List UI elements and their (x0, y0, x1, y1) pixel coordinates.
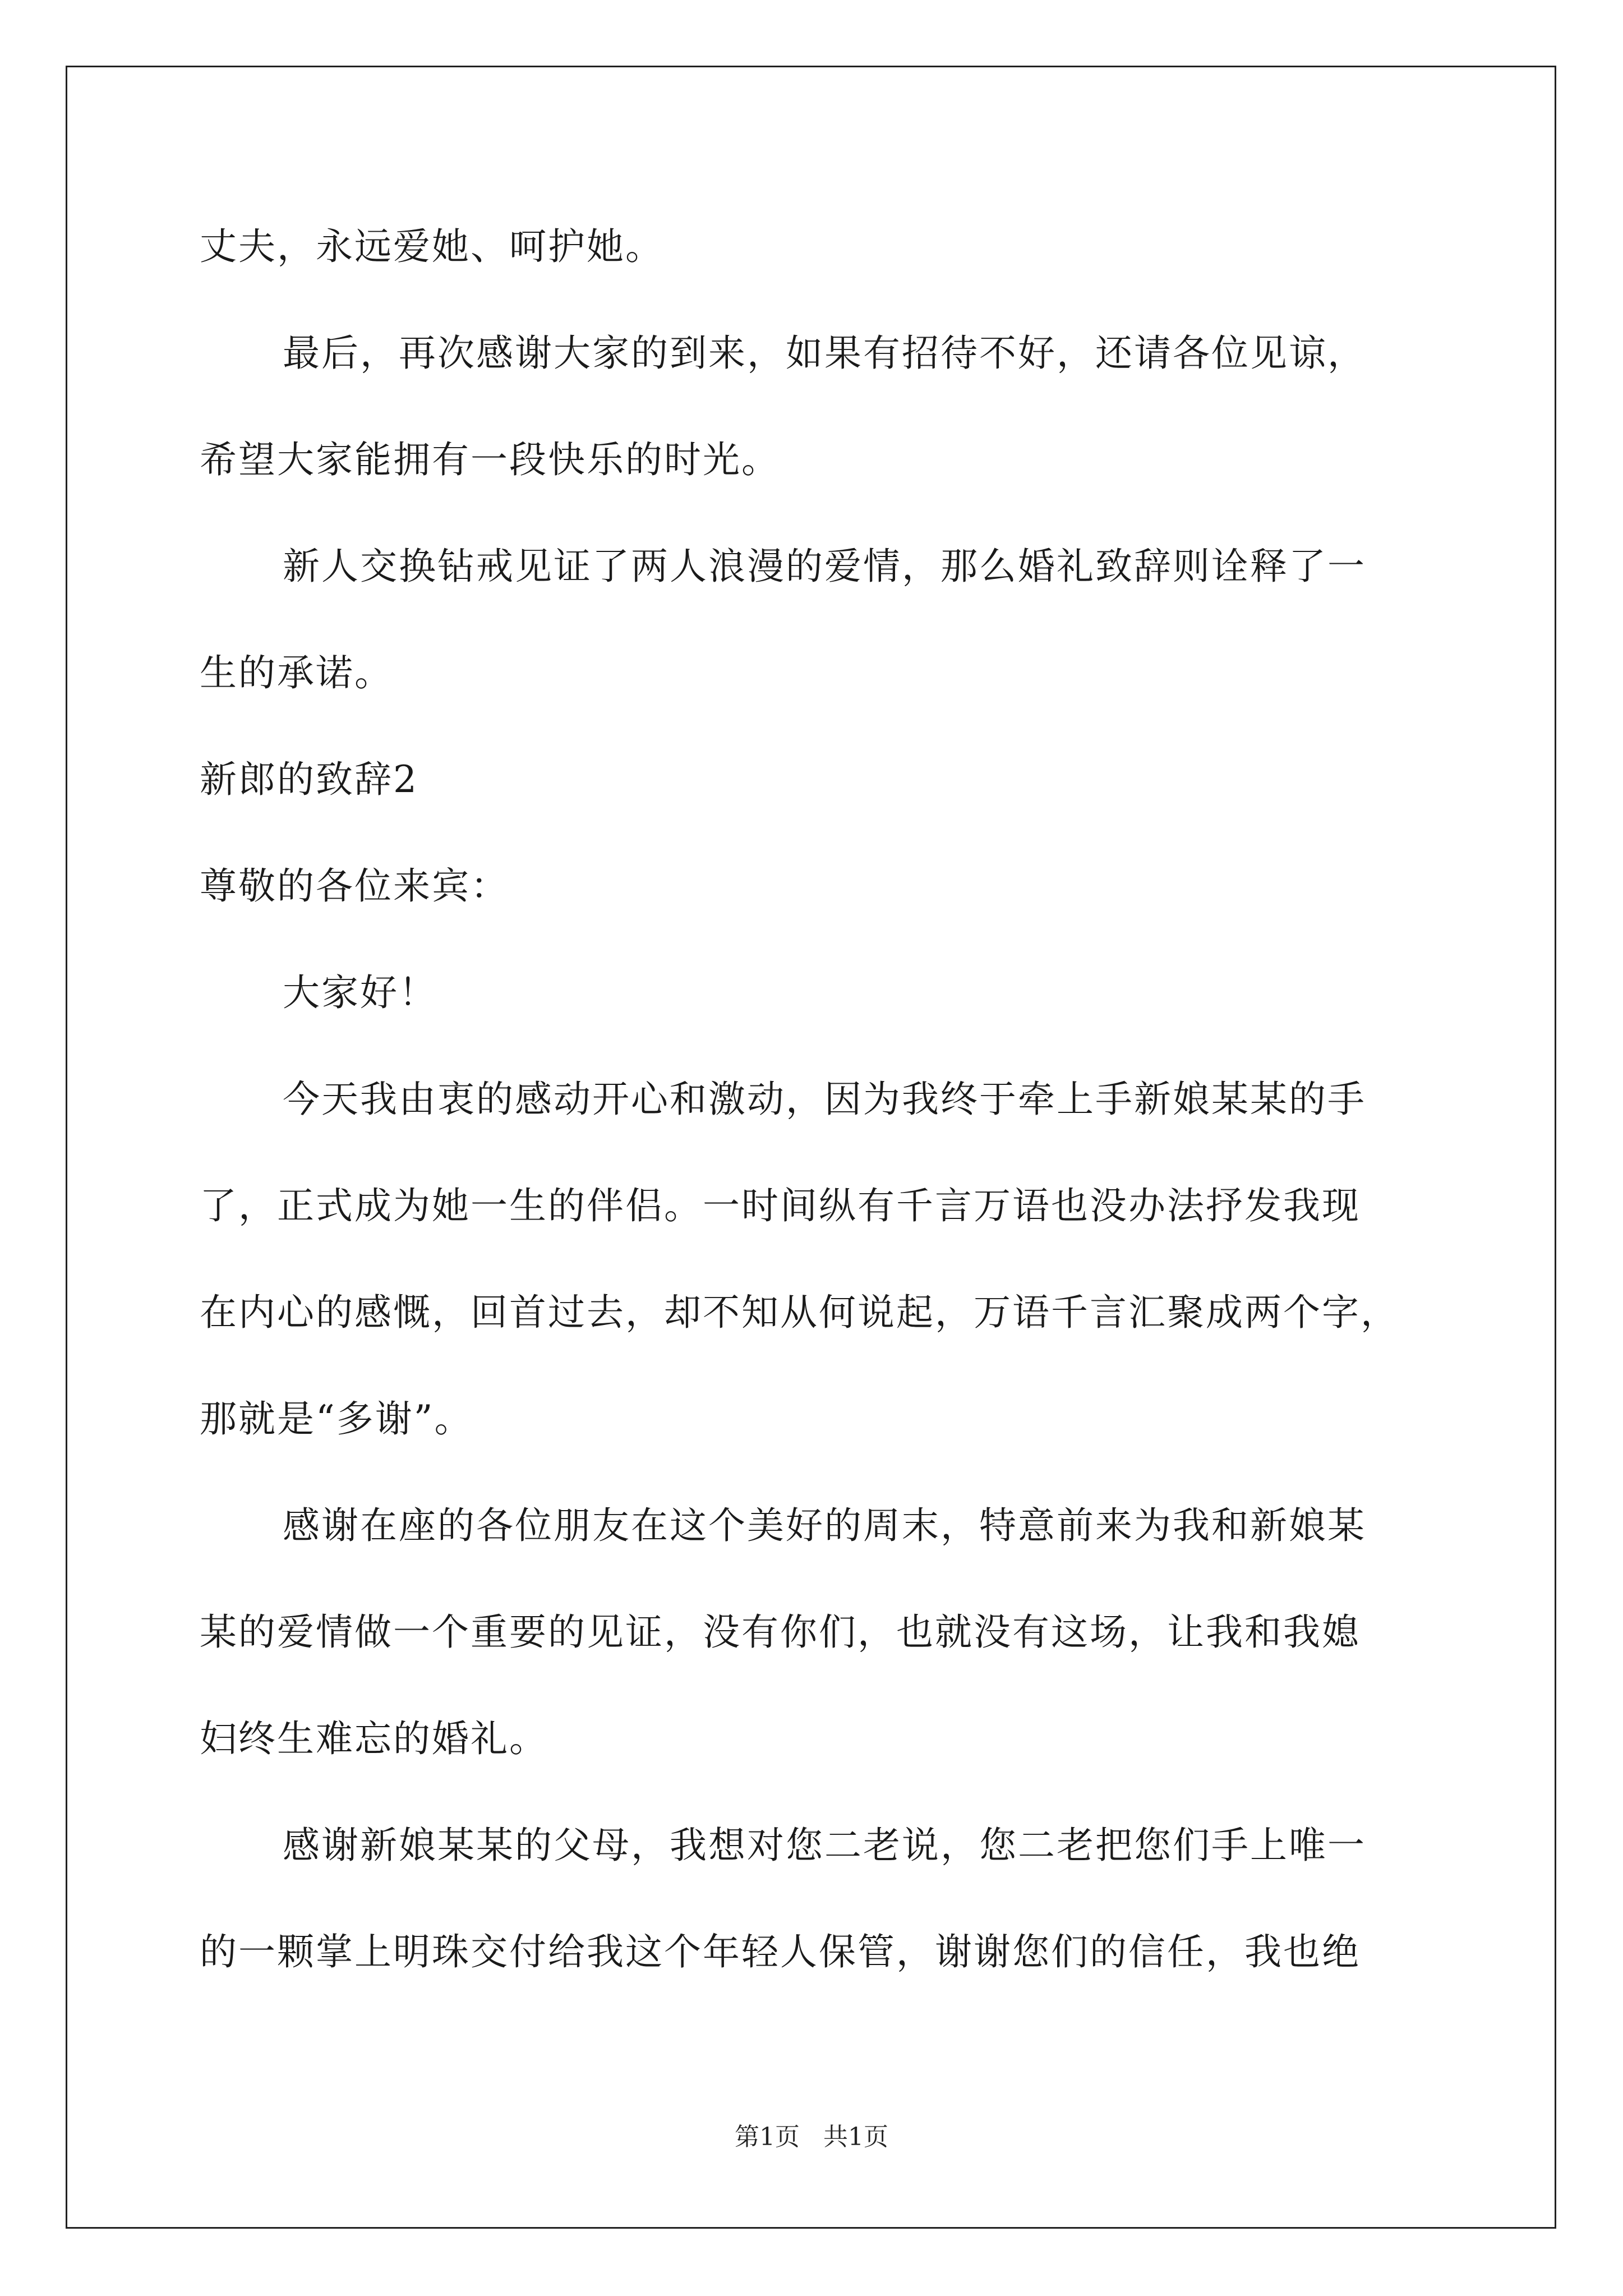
text-line: 希望大家能拥有一段快乐的时光。 (200, 438, 780, 481)
text-line: 妇终生难忘的婚礼。 (200, 1717, 548, 1760)
page-number-footer: 第1页 共1页 (735, 2123, 888, 2151)
paragraph-start-line: 感谢新娘某某的父母，我想对您二老说，您二老把您们手上唯一 (283, 1824, 1366, 1867)
text-line: 的一颗掌上明珠交付给我这个年轻人保管，谢谢您们的信任，我也绝 (200, 1930, 1361, 1973)
section-heading: 新郎的致辞2 (200, 758, 418, 801)
greeting-line: 大家好！ (283, 971, 437, 1014)
paragraph-start-line: 最后，再次感谢大家的到来，如果有招待不好，还请各位见谅， (283, 332, 1366, 375)
text-line: 了，正式成为她一生的伴侣。一时间纵有千言万语也没办法抒发我现 (200, 1184, 1361, 1227)
text-line: 在内心的感慨，回首过去，却不知从何说起，万语千言汇聚成两个字， (200, 1291, 1399, 1334)
paragraph-start-line: 感谢在座的各位朋友在这个美好的周末，特意前来为我和新娘某 (283, 1504, 1366, 1547)
page-border (66, 66, 1556, 2229)
paragraph-start-line: 新人交换钻戒见证了两人浪漫的爱情，那么婚礼致辞则诠释了一 (283, 545, 1366, 588)
salutation-line: 尊敬的各位来宾： (200, 864, 509, 908)
text-line: 生的承诺。 (200, 651, 393, 694)
text-line: 那就是“多谢”。 (200, 1397, 473, 1441)
text-line: 某的爱情做一个重要的见证，没有你们，也就没有这场，让我和我媳 (200, 1611, 1361, 1654)
text-line: 丈夫，永远爱她、呵护她。 (200, 225, 664, 268)
paragraph-start-line: 今天我由衷的感动开心和激动，因为我终于牵上手新娘某某的手 (283, 1078, 1366, 1121)
